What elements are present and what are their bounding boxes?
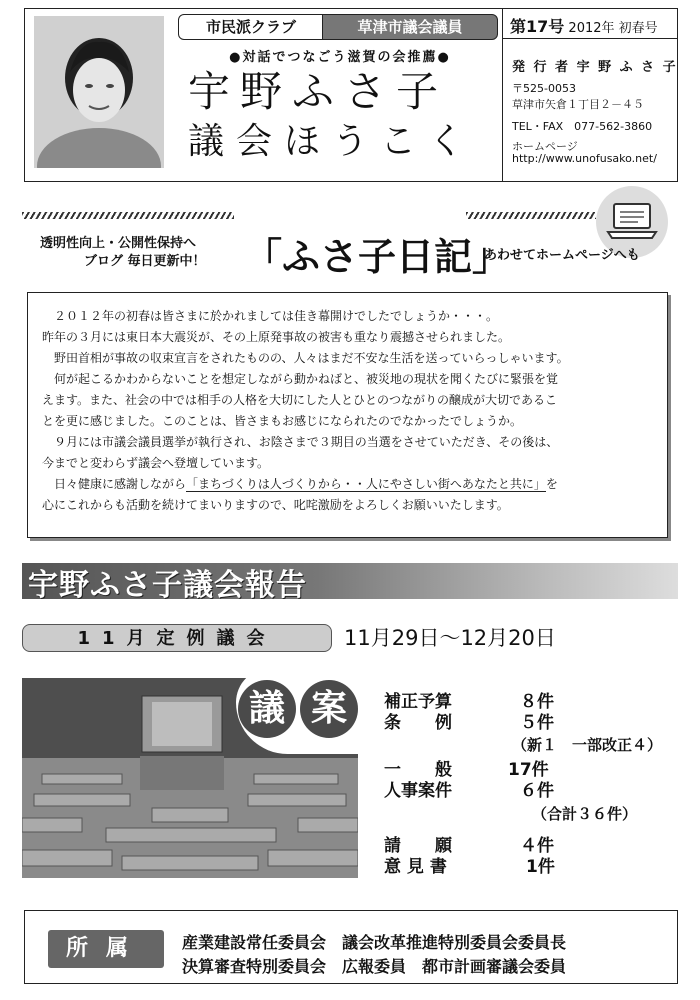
session-dates: 11月29日〜12月20日 — [344, 626, 556, 650]
council-label: 草津市議会議員 — [322, 14, 498, 40]
affiliation-label: 所属 — [48, 930, 164, 968]
greeting-line: 昨年の３月には東日本大震災が、その上原発事故の被害も重なり震撼させられました。 — [42, 330, 511, 344]
portrait-photo — [34, 16, 164, 168]
header-divider — [502, 8, 503, 182]
newsletter-name: 宇野ふさ子 — [188, 67, 449, 116]
greeting-line: ９月には市議会議員選挙が執行され、お陰さまで３期目の当選をさせていただき、その後は、 — [42, 435, 559, 449]
stripe-decoration-right — [466, 212, 596, 219]
greeting-line — [42, 474, 658, 495]
agenda-count: 17件 — [508, 760, 549, 780]
club-label: 市民派クラブ — [178, 14, 324, 40]
blog-title[interactable]: 「ふさ子日記」 — [244, 234, 511, 279]
agenda-total: （合計３６件） — [532, 805, 638, 823]
report-title: 宇野ふさ子議会報告 — [28, 568, 307, 603]
greeting-line: 心にこれからも活動を続けてまいりますので、叱咤激励をよろしくお願いいたします。 — [42, 498, 509, 512]
homepage-label: ホームページ — [512, 140, 578, 153]
agenda-count: ４件 — [520, 836, 554, 856]
issue-divider — [502, 38, 678, 39]
newsletter-subtitle: 議会ほうこく — [188, 121, 477, 162]
agenda-label: 補正予算 — [384, 692, 452, 712]
postal-code: 〒525-0053 — [512, 82, 576, 95]
tel-fax: TEL・FAX 077-562-3860 — [512, 120, 653, 133]
stripe-decoration-left — [22, 212, 234, 219]
agenda-badge-char: 案 — [300, 680, 358, 738]
session-label: 11月定例議会 — [22, 624, 332, 652]
greeting-line9-post: を — [545, 477, 558, 491]
agenda-count: 1件 — [526, 857, 555, 877]
agenda-count: ６件 — [520, 781, 554, 801]
agenda-count: ５件 — [520, 713, 554, 733]
publisher: 発 行 者 宇 野 ふ さ 子 — [512, 60, 678, 75]
greeting-line: えます。また、社会の中では相手の人格を大切にした人とひとのつながりの醸成が大切であるこ — [42, 393, 558, 407]
address: 草津市矢倉１丁目２－４５ — [512, 98, 644, 111]
agenda-label: 人事案件 — [384, 781, 452, 801]
issue-info — [510, 14, 658, 37]
agenda-label: 条 例 — [384, 713, 452, 733]
motto-quote: 「まちづくりは人づくりから・・人にやさしい街へあなたと共に」 — [186, 477, 546, 491]
greeting-line: 野田首相が事故の収束宣言をされたものの、人々はまだ不安な生活を送っていらっしゃいます。 — [42, 351, 569, 365]
agenda-count: ８件 — [520, 692, 554, 712]
greeting-line: 何が起こるかわからないことを想定しながら動かねばと、被災地の現状を聞くたびに緊張を覚 — [42, 372, 559, 386]
greeting-line: とを更に感じました。このことは、皆さまもお感じになられたのでなかったでしょうか。 — [42, 414, 523, 428]
greeting-line9-pre: 日々健康に感謝しながら — [42, 477, 187, 491]
homepage-url[interactable]: http://www.unofusako.net/ — [512, 152, 657, 165]
greeting-line: ２０１２年の初春は皆さまに於かれましては佳き幕開けでしたでしょうか・・・。 — [42, 309, 499, 323]
endorsement: ●対話でつなごう滋賀の会推薦● — [229, 50, 451, 65]
agenda-label: 意 見 書 — [384, 857, 447, 877]
blog-tagline-1: 透明性向上・公開性保持へ — [40, 236, 197, 251]
blog-tagline-2: ブログ 毎日更新中！ — [84, 254, 206, 269]
issue-number: 第17号 — [510, 17, 565, 36]
greeting-line: 今までと変わらず議会へ登壇しています。 — [42, 456, 270, 470]
agenda-badge-char: 議 — [238, 680, 296, 738]
agenda-label: 一 般 — [384, 760, 452, 780]
affiliation-line: 産業建設常任委員会 議会改革推進特別委員会委員長 — [182, 933, 567, 952]
blog-homepage-note: あわせてホームページへも — [484, 248, 640, 263]
issue-date: 2012年 初春号 — [568, 21, 658, 36]
affiliation-line: 決算審査特別委員会 広報委員 都市計画審議会委員 — [182, 957, 567, 976]
agenda-label: 請 願 — [384, 836, 452, 856]
ordinance-note: （新１ 一部改正４） — [512, 736, 663, 754]
